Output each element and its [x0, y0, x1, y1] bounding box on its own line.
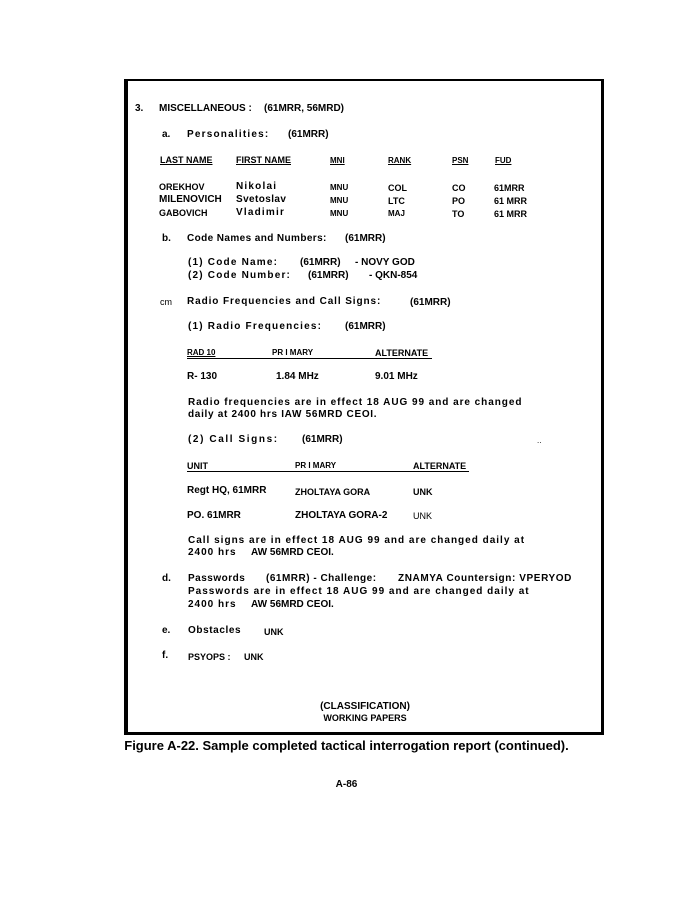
code-name-ref: (61MRR) [300, 257, 341, 268]
person-first-name: Svetoslav [236, 194, 287, 205]
radio-model: R- 130 [187, 371, 218, 382]
call-signs-note-line1: Call signs are in effect 18 AUG 99 and are changed daily at [188, 535, 526, 546]
section-title: MISCELLANEOUS : [159, 103, 252, 114]
call-sign-alternate: UNK [413, 511, 433, 521]
person-fud: 61MRR [494, 183, 525, 193]
psyops-title: PSYOPS : [188, 652, 231, 662]
call-signs-note-line2b: AW 56MRD CEOI. [251, 547, 334, 558]
person-fud: 61 MRR [494, 196, 528, 206]
passwords-note-line1: Passwords are in effect 18 AUG 99 and are changed daily at [188, 586, 530, 597]
call-signs-note-line2a: 2400 hrs [188, 547, 237, 558]
col-header-first-name: FIRST NAME [236, 155, 291, 165]
person-rank: COL [388, 183, 407, 193]
personalities-ref: (61MRR) [288, 129, 329, 140]
obstacles-letter: e. [162, 625, 171, 636]
call-sign-unit: Regt HQ, 61MRR [187, 485, 267, 496]
passwords-note-line2b: AW 56MRD CEOI. [251, 599, 334, 610]
radio-freq-label: (1) Radio Frequencies: [188, 321, 323, 332]
person-rank: LTC [388, 196, 405, 206]
section-ref: (61MRR, 56MRD) [264, 103, 345, 114]
person-psn: TO [452, 209, 465, 219]
person-mni: MNU [330, 209, 349, 218]
stray-mark: .. [537, 436, 542, 445]
call-signs-label: (2) Call Signs: [188, 434, 279, 445]
code-names-title: Code Names and Numbers: [187, 233, 327, 244]
person-first-name: Nikolai [236, 181, 278, 192]
code-name-label: (1) Code Name: [188, 257, 279, 268]
passwords-values: ZNAMYA Countersign: VPERYOD [398, 573, 572, 584]
radio-freq-ref: (61MRR) [345, 321, 386, 332]
code-number-label: (2) Code Number: [188, 270, 292, 281]
col-header-rank: RANK [388, 156, 412, 165]
radio-ref: (61MRR) [410, 297, 451, 308]
obstacles-title: Obstacles [188, 625, 242, 636]
psyops-letter: f. [162, 650, 169, 661]
passwords-challenge: (61MRR) - Challenge: [266, 573, 377, 584]
person-fud: 61 MRR [494, 209, 528, 219]
radio-note-line1: Radio frequencies are in effect 18 AUG 99 and are changed [188, 397, 523, 408]
call-sign-unit: PO. 61MRR [187, 510, 241, 521]
radio-alternate-freq: 9.01 MHz [375, 371, 418, 382]
code-name-value: - NOVY GOD [355, 257, 415, 268]
radio-letter: cm [160, 297, 172, 307]
person-last-name: GABOVICH [159, 208, 208, 218]
working-papers-label: WORKING PAPERS [323, 713, 407, 723]
section-number: 3. [135, 103, 144, 114]
psyops-value: UNK [244, 652, 264, 662]
col-header-alternate: ALTERNATE [375, 348, 429, 358]
person-first-name: Vladimir [236, 207, 286, 218]
person-psn: PO [452, 196, 466, 206]
code-names-ref: (61MRR) [345, 233, 386, 244]
col-header-psn: PSN [452, 156, 469, 165]
radio-title: Radio Frequencies and Call Signs: [187, 296, 382, 307]
passwords-note-line2a: 2400 hrs [188, 599, 237, 610]
personalities-letter: a. [162, 129, 171, 140]
person-mni: MNU [330, 196, 349, 205]
person-last-name: OREKHOV [159, 182, 205, 192]
col-header-last-name: LAST NAME [160, 155, 213, 165]
call-sign-primary: ZHOLTAYA GORA-2 [295, 510, 388, 521]
call-signs-ref: (61MRR) [302, 434, 343, 445]
code-number-ref: (61MRR) [308, 270, 349, 281]
col-header-primary: PR I MARY [295, 461, 337, 470]
passwords-letter: d. [162, 573, 171, 584]
call-sign-alternate: UNK [413, 487, 433, 497]
col-header-unit: UNIT [187, 461, 208, 471]
col-header-fud: FUD [495, 156, 512, 165]
col-header-alternate: ALTERNATE [413, 461, 467, 471]
passwords-title: Passwords [188, 573, 246, 584]
header-underline [187, 471, 469, 472]
code-names-letter: b. [162, 233, 171, 244]
person-mni: MNU [330, 183, 349, 192]
page-number: A-86 [335, 779, 358, 790]
personalities-title: Personalities: [187, 129, 270, 140]
obstacles-value: UNK [264, 627, 284, 637]
figure-caption: Figure A-22. Sample completed tactical interrogation report (continued). [124, 738, 569, 753]
person-rank: MAJ [388, 209, 405, 218]
radio-note-line2: daily at 2400 hrs IAW 56MRD CEOI. [188, 409, 378, 420]
col-header-mni: MNI [330, 156, 345, 165]
col-header-primary: PR I MARY [272, 348, 314, 357]
person-psn: CO [452, 183, 466, 193]
classification-marking: (CLASSIFICATION) [320, 701, 410, 712]
radio-primary-freq: 1.84 MHz [276, 371, 319, 382]
col-header-radio: RAD 10 [187, 348, 216, 357]
person-last-name: MILENOVICH [159, 194, 222, 205]
call-sign-primary: ZHOLTAYA GORA [295, 487, 371, 497]
code-number-value: - QKN-854 [369, 270, 418, 281]
